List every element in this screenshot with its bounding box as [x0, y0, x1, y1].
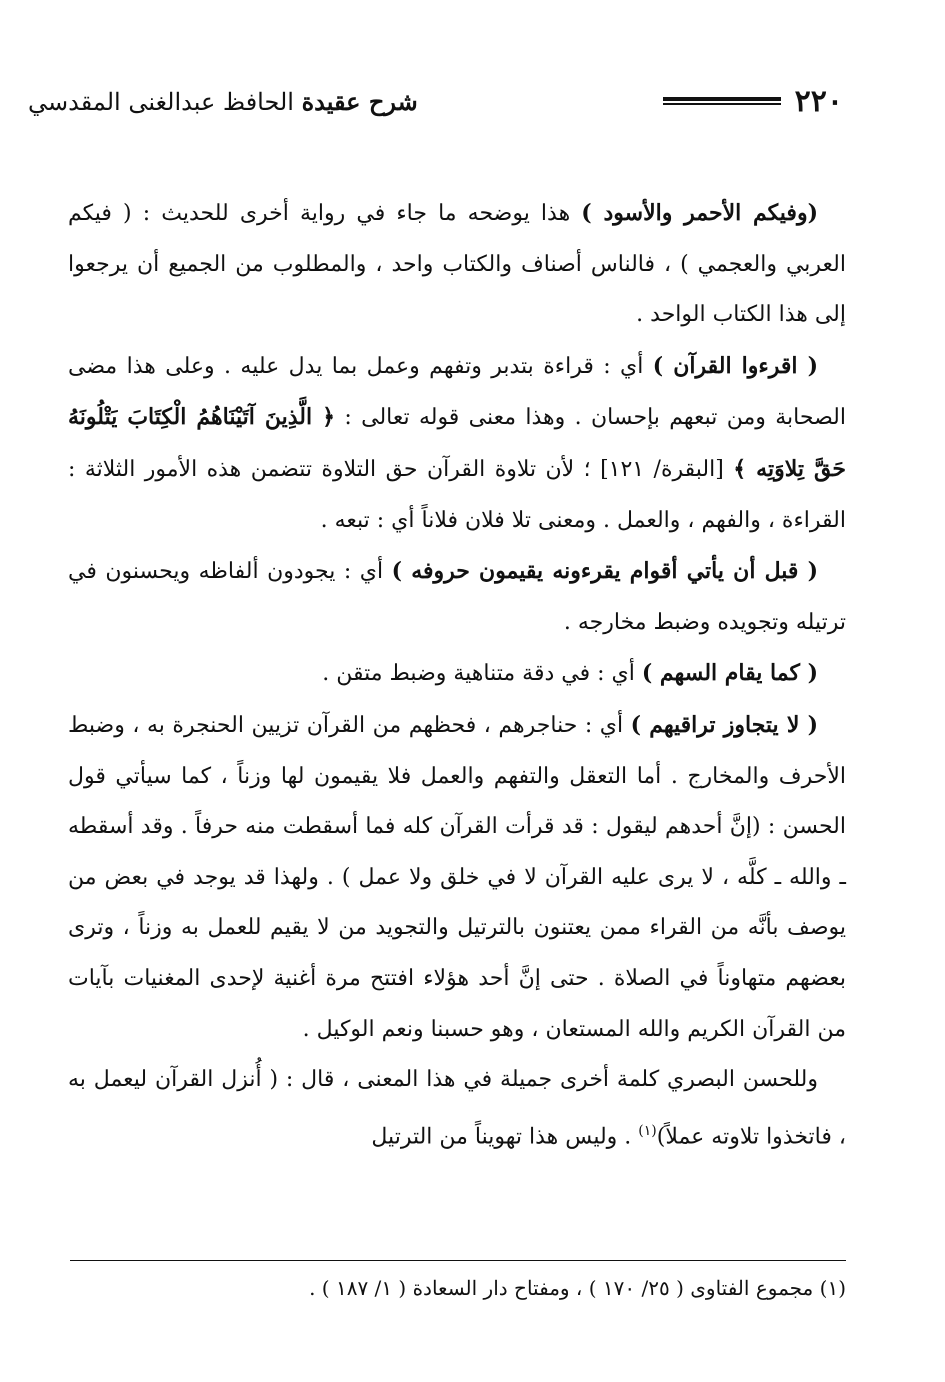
- hadith-quote: ( اقرءوا القرآن ): [652, 352, 818, 379]
- running-title-bold: شرح عقيدة: [301, 87, 418, 116]
- paragraph-text: أي : قراءة بتدبر وتفهم وعمل بما يدل عليه . وعلى هذا مضى الصحابة ومن تبعهم بإحسان . وهذا معنى قوله تعالى :: [68, 353, 846, 431]
- hadith-quote: ( كما يقام السهم ): [641, 660, 818, 687]
- running-title: [28, 84, 418, 120]
- hadith-quote: ( لا يتجاوز تراقيهم ): [630, 711, 818, 738]
- quran-verse: ﴿ الَّذِينَ آتَيْنَاهُمُ الْكِتَابَ يَتْلُونَهُ حَقَّ تِلاوَتِه ﴾: [68, 404, 847, 482]
- paragraph-5: [68, 700, 846, 1055]
- page-number: ٢٢٠: [794, 84, 843, 119]
- paragraph-text: أي : يجودون ألفاظه ويحسنون في ترتيله وتجويده وضبط مخارجه .: [68, 559, 846, 635]
- header-rule: [663, 97, 781, 105]
- paragraph-text: . وليس هذا تهويناً من الترتيل: [371, 1124, 639, 1150]
- paragraph-4: [68, 648, 846, 700]
- paragraph-text: أي : حناجرهم ، فحظهم من القرآن تزيين الحنجرة به ، وضبط الأحرف والمخارج . أما التعقل والتفهم والعمل فلا يقيمون لها وزناً ، كما سيأتي قول الحسن : (إنَّ أحدهم ليقول : قد قرأت القرآن كله فما أسقطت منه حرفاً . وقد أسقطه ـ والله ـ كلَّه ، لا يرى عليه القرآن لا في خلق ولا عمل ) . ولهذا قد يوجد في بعض من يوصف بأنَّه من القراء ممن يعتنون بالترتيل والتجويد من لا يقيم للعمل به وزناً ، وترى بعضهم متهاوناً في الصلاة . حتى إنَّ أحد هؤلاء افتتح مرة أغنية لإحدى المغنيات بآيات من القرآن الكريم والله المستعان ، وهو حسبنا ونعم الوكيل .: [68, 712, 846, 1042]
- footnote: (١) مجموع الفتاوى ( ٢٥/ ١٧٠ ) ، ومفتاح دار السعادة ( ١/ ١٨٧ ) .: [309, 1276, 846, 1300]
- footnote-divider: [70, 1260, 846, 1261]
- paragraph-6: [68, 1055, 846, 1163]
- page-header: [28, 82, 843, 126]
- paragraph-text: وللحسن البصري كلمة أخرى جميلة في هذا المعنى ، قال : ( أُنزل القرآن ليعمل به ، فاتخذوا تلاوته عملاً): [68, 1067, 846, 1150]
- hadith-quote: (وفيكم الأحمر والأسود ): [581, 200, 818, 226]
- paragraph-text: هذا يوضحه ما جاء في رواية أخرى للحديث : ( فيكم العربي والعجمي ) ، فالناس أصناف والكتاب واحد ، والمطلوب من الجميع أن يرجعوا إلى هذا الكتاب الواحد .: [68, 201, 846, 328]
- hadith-quote: ( قبل أن يأتي أقوام يقرءونه يقيمون حروفه ): [391, 558, 818, 585]
- body-text: [68, 188, 846, 1163]
- paragraph-3: [68, 546, 846, 648]
- running-title-rest: الحافظ عبدالغنى المقدسي: [28, 88, 302, 116]
- paragraph-1: [68, 188, 846, 341]
- paragraph-2: [68, 341, 846, 546]
- paragraph-text: أي : في دقة متناهية وضبط متقن .: [322, 661, 642, 687]
- footnote-reference[interactable]: (١): [638, 1122, 657, 1139]
- paragraph-text: [البقرة/ ١٢١] ؛ لأن تلاوة القرآن حق التلاوة تتضمن هذه الأمور الثلاثة : القراءة ، والفهم ، والعمل . ومعنى تلا فلان فلاناً أي : تبعه .: [68, 456, 846, 533]
